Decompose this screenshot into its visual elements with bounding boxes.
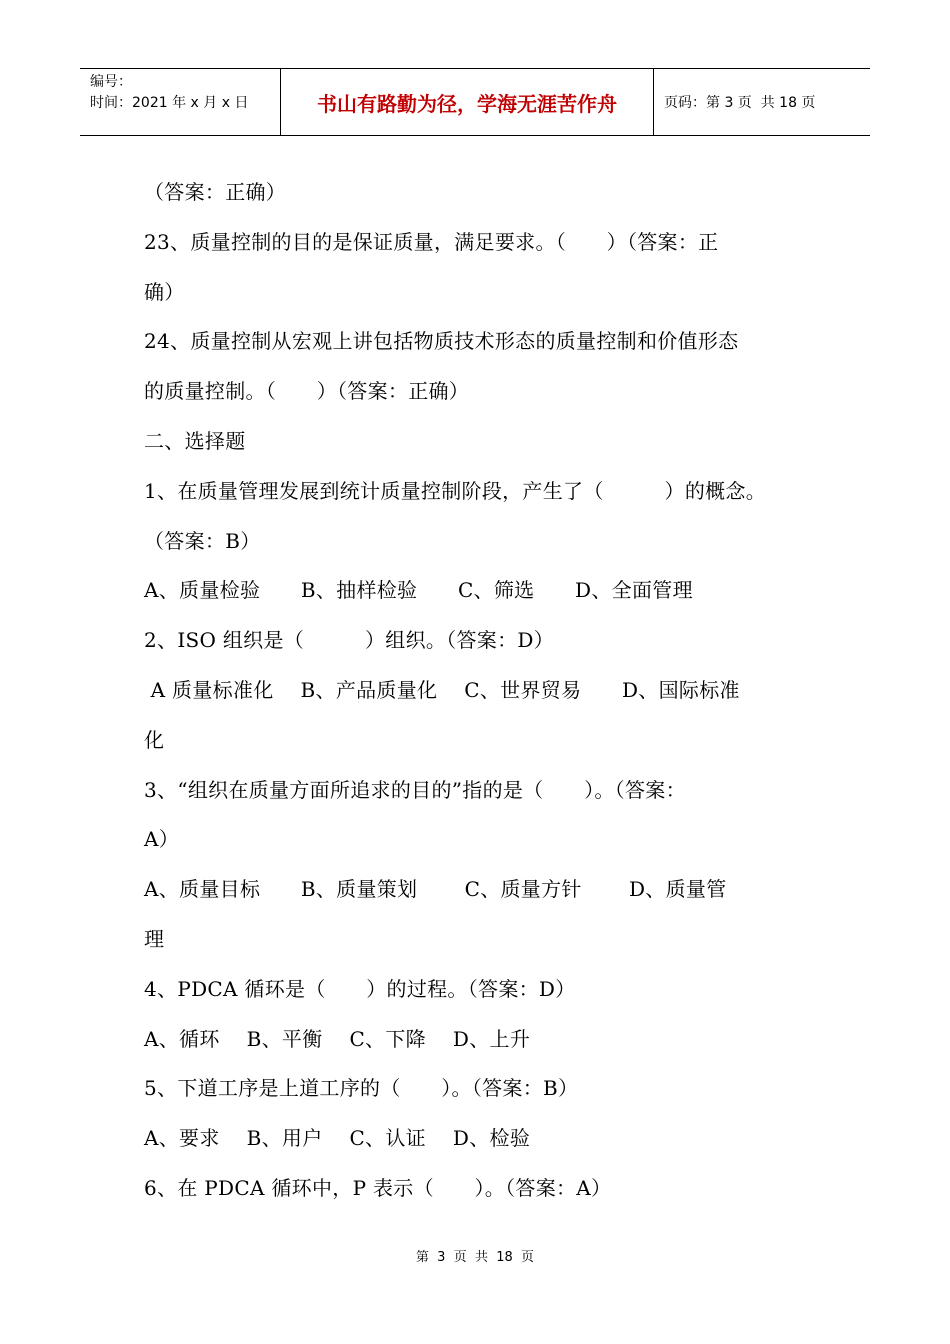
header-motto: 书山有路勤为径，学海无涯苦作舟 [281, 69, 654, 135]
text-line: 2、ISO 组织是（ ）组织。（答案：D） [144, 628, 555, 653]
text-line: 5、下道工序是上道工序的（ ）。（答案：B） [144, 1076, 579, 1101]
text-line: 24、质量控制从宏观上讲包括物质技术形态的质量控制和价值形态 [144, 329, 739, 354]
text-line: A、质量目标 B、质量策划 C、质量方针 D、质量管 [144, 877, 727, 902]
text-line: 6、在 PDCA 循环中，P 表示（ ）。（答案：A） [144, 1176, 612, 1200]
header-page-info-cell [654, 69, 870, 135]
text-line: 1、在质量管理发展到统计质量控制阶段，产生了（ ）的概念。 [144, 478, 767, 503]
text-line: 3、“组织在质量方面所追求的目的”指的是（ ）。（答案： [144, 777, 686, 802]
header-meta-cell [80, 69, 281, 135]
text-line: A 质量标准化 B、产品质量化 C、世界贸易 D、国际标准 [144, 678, 740, 702]
text-line: 的质量控制。（ ）（答案：正确） [144, 379, 470, 404]
text-line: 确） [144, 279, 185, 304]
text-line: A、质量检验 B、抽样检验 C、筛选 D、全面管理 [144, 578, 693, 603]
text-line: （答案：B） [144, 528, 261, 553]
text-line: 化 [144, 727, 165, 752]
text-line: 理 [144, 927, 165, 951]
code-label: 编号： [90, 74, 132, 90]
text-line: 23、质量控制的目的是保证质量，满足要求。（ ）（答案：正 [144, 229, 719, 254]
header-table [80, 68, 870, 136]
page-footer [0, 1246, 950, 1265]
text-line: A） [144, 827, 180, 852]
text-line: A、要求 B、用户 C、认证 D、检验 [144, 1126, 531, 1151]
footer-page-number: 第 3 页 共 18 页 [415, 1250, 535, 1265]
page-info: 页码：第 3 页 共 18 页 [664, 95, 816, 111]
text-line: 二、选择题 [144, 429, 246, 453]
text-line: 4、PDCA 循环是（ ）的过程。（答案：D） [144, 976, 576, 1001]
time-label: 时间：2021 年 x 月 x 日 [90, 95, 249, 111]
text-line: （答案：正确） [144, 180, 287, 204]
text-line: A、循环 B、平衡 C、下降 D、上升 [144, 1026, 531, 1051]
